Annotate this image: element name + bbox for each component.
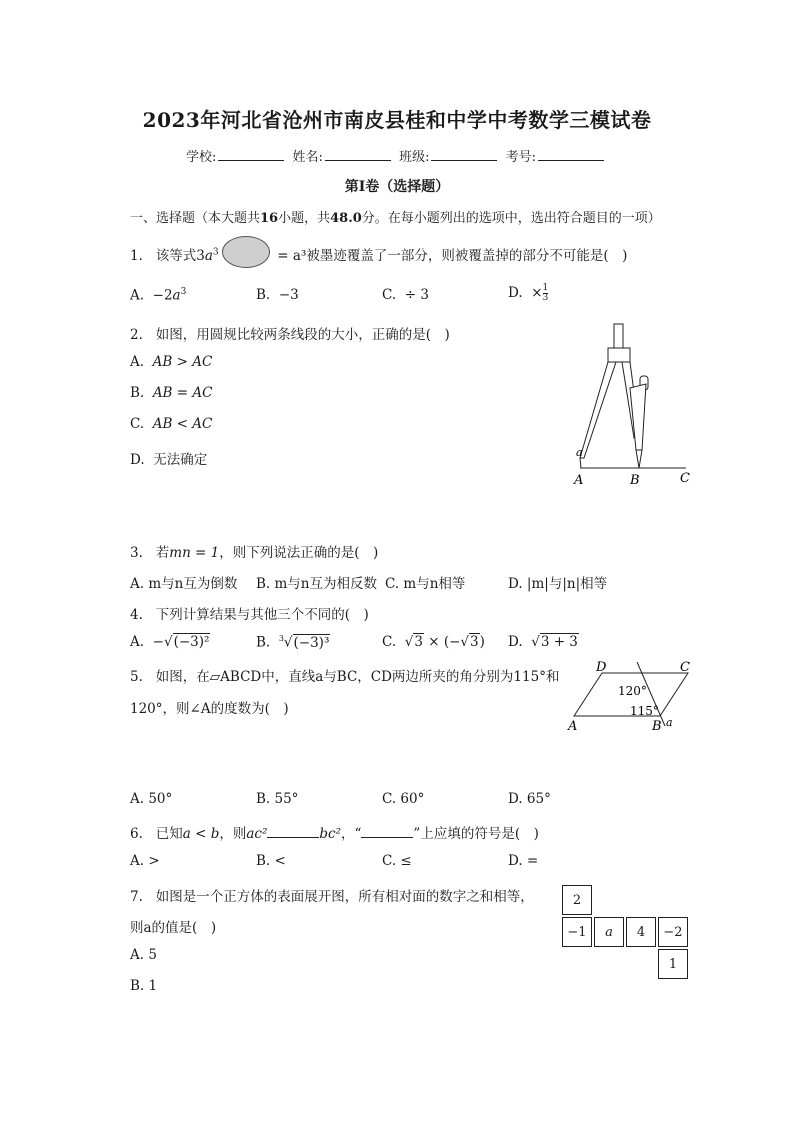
question-5-line2: 120°，则∠A的度数为( ) [130, 701, 289, 717]
exam-number-field[interactable] [538, 148, 604, 161]
q4-option-b[interactable]: B. $^3$√(−3)³ [256, 634, 330, 651]
q6-option-d[interactable]: D. = [508, 853, 539, 869]
class-field[interactable] [431, 148, 497, 161]
name-field[interactable] [325, 148, 391, 161]
name-label: 姓名: [292, 150, 323, 165]
q3-option-a[interactable]: A. m与n互为倒数 [130, 576, 238, 592]
q6-option-b[interactable]: B. < [256, 853, 286, 869]
fig5-label-B: B [652, 719, 662, 734]
q2-option-b[interactable]: B. AB = AC [130, 385, 213, 401]
student-info-line [0, 146, 794, 165]
section-mid: 小题，共 [278, 211, 331, 226]
ink-blot-ellipse [222, 236, 270, 268]
fig5-label-C: C [680, 660, 690, 675]
question-2: 2. 如图，用圆规比较两条线段的大小，正确的是( ) [130, 327, 450, 343]
q1-number: 1. [130, 248, 143, 264]
q1-option-c[interactable]: C. ÷ 3 [382, 287, 429, 303]
net-cell-1: 1 [658, 949, 688, 979]
school-label: 学校: [186, 150, 217, 165]
q4-option-a[interactable]: A. −√(−3)² [130, 634, 210, 650]
q1-option-b[interactable]: B. −3 [256, 287, 299, 303]
q1-pre: 该等式3 [155, 248, 205, 264]
q6-blank-2[interactable] [361, 826, 413, 838]
question-7-line2: 则a的值是( ) [130, 920, 217, 936]
fig2-label-a: a [576, 446, 583, 459]
fig5-angle-115: 115° [630, 704, 659, 718]
section-prefix: 一、选择题（本大题共 [130, 211, 261, 226]
volume-title: 第Ⅰ卷（选择题） [344, 179, 450, 195]
q6-blank-1[interactable] [267, 826, 319, 838]
question-6: 6. 已知a < b，则ac² bc²，“ ”上应填的符号是( ) [130, 826, 539, 842]
question-7-line1: 7. 如图是一个正方体的表面展开图，所有相对面的数字之和相等， [130, 889, 534, 905]
school-field[interactable] [218, 148, 284, 161]
q7-option-b[interactable]: B. 1 [130, 978, 158, 994]
net-cell-neg1: −1 [562, 917, 592, 947]
section-count: 16 [260, 211, 279, 226]
net-cell-4: 4 [626, 917, 656, 947]
q7-option-a[interactable]: A. 5 [130, 947, 157, 963]
fig5-label-D: D [596, 660, 607, 675]
net-cell-neg2: −2 [658, 917, 688, 947]
q1-post: = a³被墨迹覆盖了一部分，则被覆盖掉的部分不可能是( ) [277, 248, 628, 264]
q5-option-c[interactable]: C. 60° [382, 791, 425, 807]
q4-option-c[interactable]: C. √3 × (−√3) [382, 634, 485, 650]
q3-option-c[interactable]: C. m与n相等 [385, 576, 466, 592]
net-cell-2: 2 [562, 885, 592, 915]
q2-option-a[interactable]: A. AB > AC [130, 354, 213, 370]
q6-option-c[interactable]: C. ≤ [382, 853, 412, 869]
fig5-angle-120: 120° [618, 684, 647, 698]
fig5-label-A: A [568, 719, 578, 734]
q1-sup: 3 [212, 247, 219, 258]
fig5-label-line-a: a [666, 716, 673, 729]
q2-option-c[interactable]: C. AB < AC [130, 416, 213, 432]
q5-option-b[interactable]: B. 55° [256, 791, 299, 807]
q4-option-d[interactable]: D. √3 + 3 [508, 634, 578, 650]
q3-option-b[interactable]: B. m与n互为相反数 [256, 576, 377, 592]
fig2-label-B: B [630, 473, 640, 488]
compass-figure [560, 318, 700, 493]
section-heading [130, 207, 661, 226]
question-4: 4. 下列计算结果与其他三个不同的( ) [130, 607, 369, 623]
page-title: 2023年河北省沧州市南皮县桂和中学中考数学三模试卷 [142, 108, 652, 132]
q1-option-d[interactable]: D. × $\frac{1}{3}$ [508, 283, 549, 303]
q1-option-a[interactable]: A. $-2a^3$ [130, 287, 187, 304]
q3-option-d[interactable]: D. |m|与|n|相等 [508, 576, 608, 592]
class-label: 班级: [399, 150, 430, 165]
net-cell-a: a [594, 917, 624, 947]
q5-option-d[interactable]: D. 65° [508, 791, 551, 807]
fig2-label-C: C [680, 471, 690, 486]
question-5-line1: 5. 如图，在▱ABCD中，直线a与BC，CD两边所夹的角分别为115°和 [130, 669, 560, 685]
q6-option-a[interactable]: A. > [130, 853, 160, 869]
fig2-label-A: A [574, 473, 584, 488]
section-score: 48.0 [330, 211, 362, 226]
section-suffix: 分。在每小题列出的选项中，选出符合题目的一项） [361, 211, 661, 226]
q2-option-d[interactable]: D. 无法确定 [130, 452, 208, 468]
fraction-one-third: $\frac{1}{3}$ [542, 283, 549, 303]
question-1: 1. 该等式$3a^3 = a^3$被墨迹覆盖了一部分，则被覆盖掉的部分不可能是( ) [130, 247, 628, 264]
q5-option-a[interactable]: A. 50° [130, 791, 173, 807]
exam-number-label: 考号: [505, 150, 536, 165]
question-3: 3. 若mn = 1，则下列说法正确的是( ) [130, 545, 379, 561]
parallelogram-figure [562, 660, 702, 735]
